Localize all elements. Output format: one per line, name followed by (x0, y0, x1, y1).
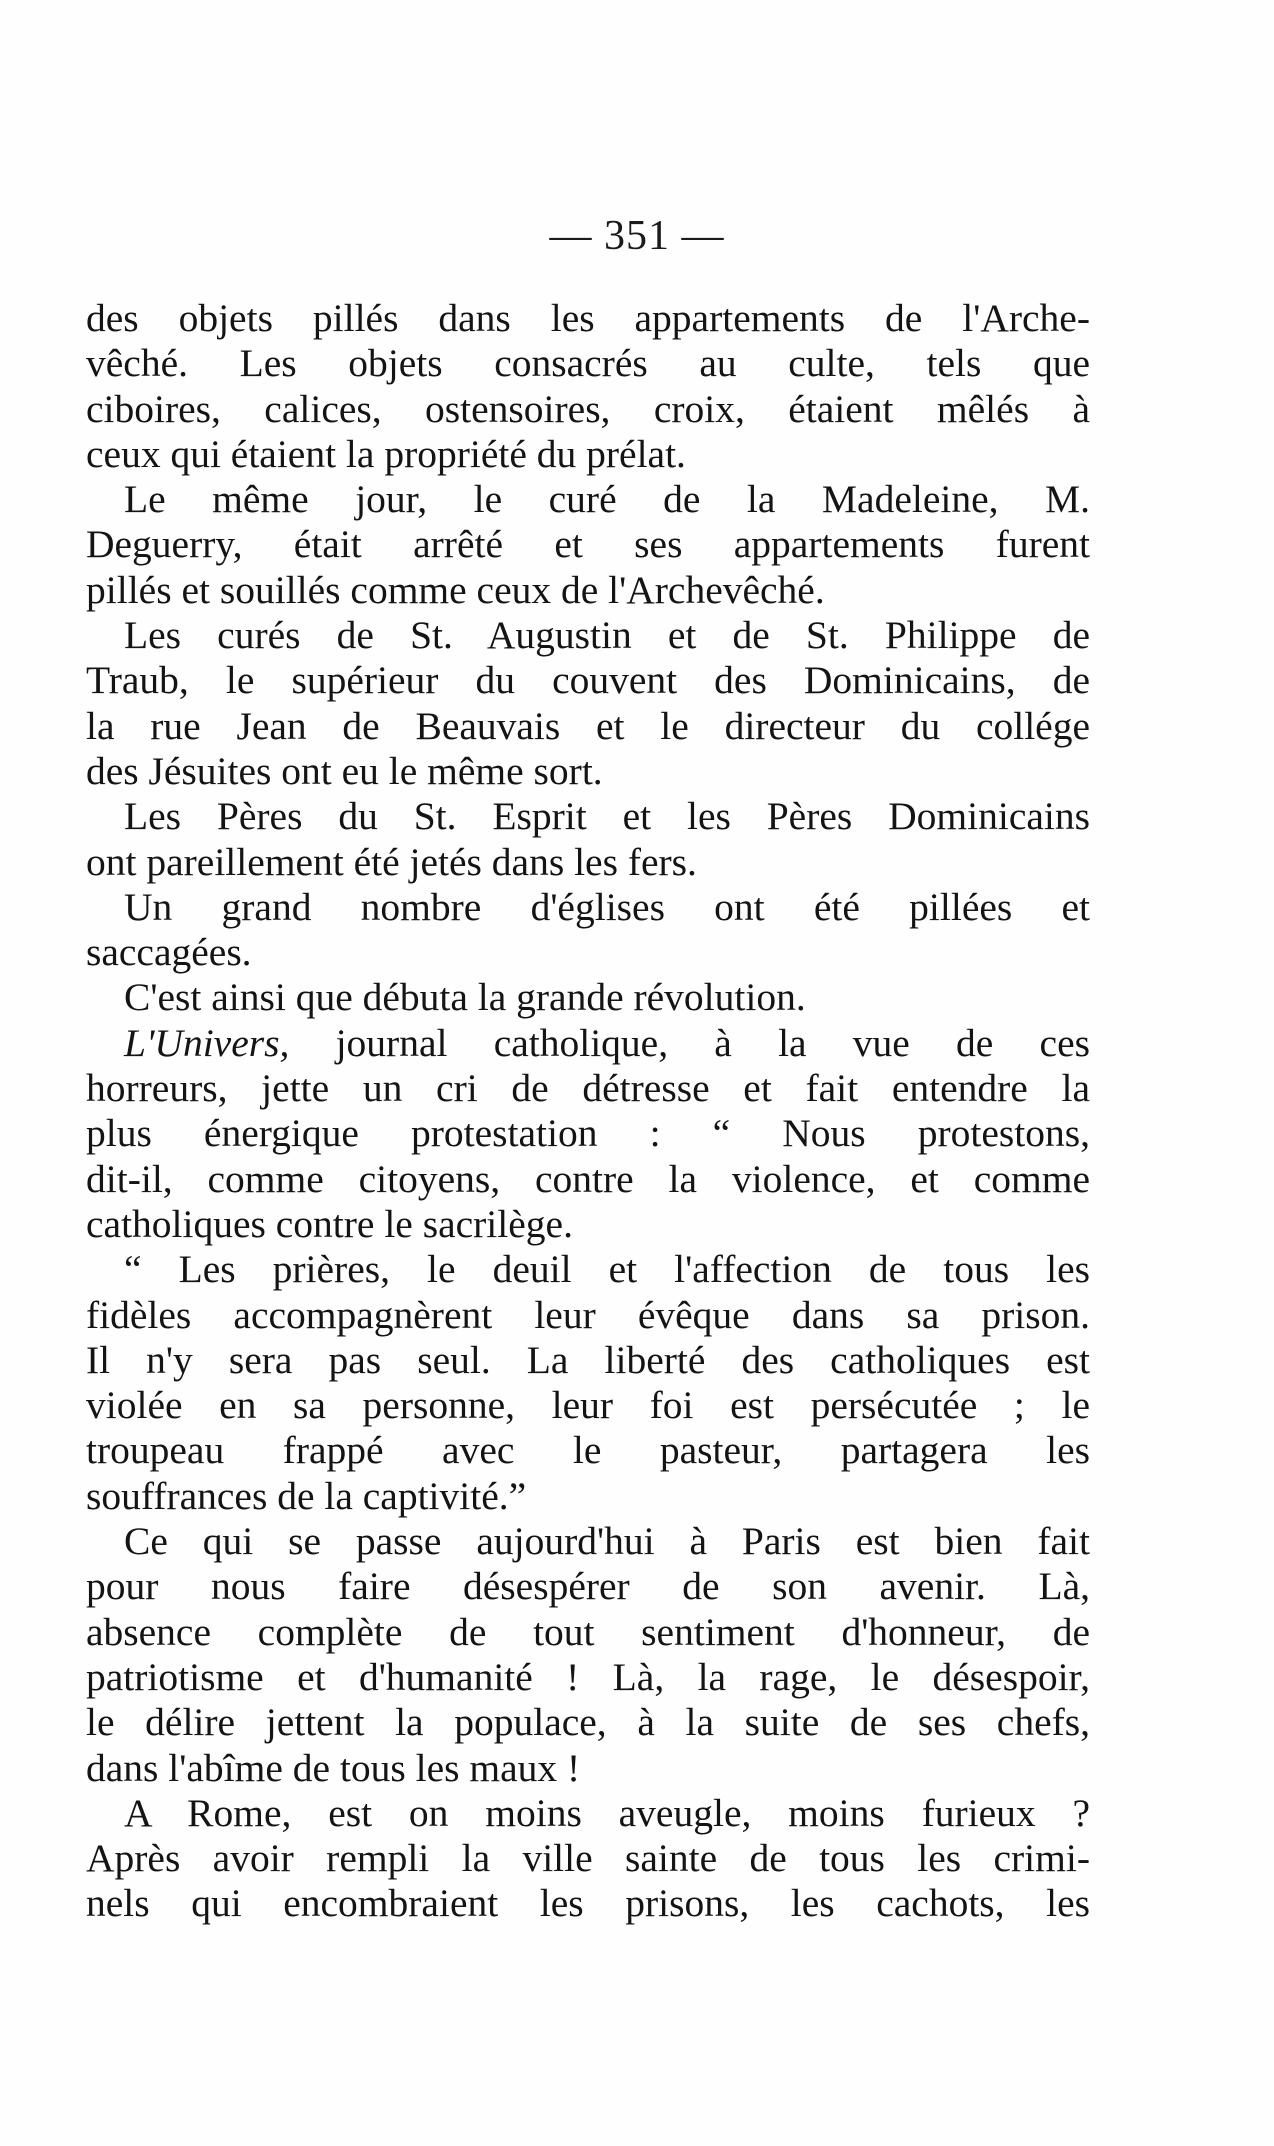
text-line (86, 522, 1090, 567)
line-text: absence complète de tout sentiment d'honneur, de (86, 1609, 1090, 1654)
line-text: pour nous faire désespérer de son avenir. Là, (86, 1564, 1090, 1609)
line-text: fidèles accompagnèrent leur évêque dans sa prison. (86, 1292, 1090, 1337)
line-text: “ Les prières, le deuil et l'affection de tous les (124, 1247, 1090, 1292)
text-line (86, 704, 1090, 749)
text-line (86, 432, 1090, 477)
text-line (86, 1338, 1090, 1383)
text-line (86, 1746, 1090, 1791)
text-line (86, 1564, 1090, 1609)
text-line (86, 1383, 1090, 1428)
text-line (86, 1836, 1090, 1881)
line-text: pillés et souillés comme ceux de l'Archevêché. (86, 567, 825, 612)
text-line (86, 613, 1090, 658)
text-line (86, 885, 1090, 930)
line-text: souffrances de la captivité.” (86, 1473, 527, 1518)
line-text: violée en sa personne, leur foi est persécutée ; le (86, 1383, 1090, 1428)
text-line (86, 1519, 1090, 1564)
line-text: troupeau frappé avec le pasteur, partagera les (86, 1428, 1090, 1473)
line-text: la rue Jean de Beauvais et le directeur du collége (86, 703, 1090, 748)
text-line (86, 1066, 1090, 1111)
line-text: des objets pillés dans les appartements de l'Arche- (86, 296, 1090, 340)
line-text: vêché. Les objets consacrés au culte, tels que (86, 341, 1090, 386)
text-line (86, 840, 1090, 885)
line-text: Il n'y sera pas seul. La liberté des catholiques est (86, 1337, 1090, 1382)
text-line (86, 296, 1090, 341)
text-line (86, 387, 1090, 432)
line-text: plus énergique protestation : “ Nous protestons, (86, 1111, 1090, 1156)
text-line (86, 1610, 1090, 1655)
text-line (86, 1111, 1090, 1156)
text-line (86, 341, 1090, 386)
line-text: patriotisme et d'humanité ! Là, la rage, le désespoir, (86, 1654, 1090, 1699)
line-text: le délire jettent la populace, à la suite de ses chefs, (86, 1700, 1090, 1745)
line-text: dans l'abîme de tous les maux ! (86, 1745, 581, 1790)
line-text: dit-il, comme citoyens, contre la violence, et comme (86, 1156, 1090, 1201)
line-text: Un grand nombre d'églises ont été pillées et (124, 884, 1090, 929)
text-line (86, 1700, 1090, 1745)
line-text: Après avoir rempli la ville sainte de tous les crimi- (86, 1836, 1090, 1881)
italic-title: L'Univers, (124, 1020, 290, 1065)
text-line (86, 1202, 1090, 1247)
text-line (86, 658, 1090, 703)
line-text: ceux qui étaient la propriété du prélat. (86, 431, 686, 476)
line-text: Ce qui se passe aujourd'hui à Paris est bien fait (124, 1519, 1090, 1564)
line-text: horreurs, jette un cri de détresse et fait entendre la (86, 1066, 1090, 1111)
text-line (86, 1655, 1090, 1700)
text-line (86, 930, 1090, 975)
text-line (86, 1428, 1090, 1473)
text-line (86, 1247, 1090, 1292)
text-line (86, 1021, 1090, 1066)
line-text: C'est ainsi que débuta la grande révolution. (124, 975, 806, 1020)
text-line (86, 477, 1090, 522)
line-text: journal catholique, à la vue de ces (289, 1020, 1090, 1065)
line-text: Traub, le supérieur du couvent des Dominicains, de (86, 658, 1090, 703)
line-text: nels qui encombraient les prisons, les cachots, les (86, 1881, 1090, 1926)
text-line (86, 1474, 1090, 1519)
line-text: ont pareillement été jetés dans les fers. (86, 839, 697, 884)
text-line (86, 794, 1090, 839)
line-text: catholiques contre le sacrilège. (86, 1201, 573, 1246)
line-text: Les curés de St. Augustin et de St. Philippe de (124, 613, 1090, 658)
line-text: Le même jour, le curé de la Madeleine, M. (124, 477, 1090, 522)
text-line (86, 568, 1090, 613)
text-line (86, 1791, 1090, 1836)
body-text (86, 296, 1090, 1927)
line-text: ciboires, calices, ostensoires, croix, étaient mêlés à (86, 386, 1090, 431)
text-line (86, 975, 1090, 1020)
line-text: Deguerry, était arrêté et ses appartements furent (86, 522, 1090, 567)
line-text: Les Pères du St. Esprit et les Pères Dominicains (124, 794, 1090, 839)
text-line (86, 1881, 1090, 1926)
line-text: saccagées. (86, 930, 252, 975)
line-text: des Jésuites ont eu le même sort. (86, 748, 603, 793)
line-text: A Rome, est on moins aveugle, moins furieux ? (124, 1790, 1090, 1835)
text-line (86, 1293, 1090, 1338)
text-line (86, 749, 1090, 794)
page-number: — 351 — (549, 213, 725, 259)
text-line (86, 1157, 1090, 1202)
